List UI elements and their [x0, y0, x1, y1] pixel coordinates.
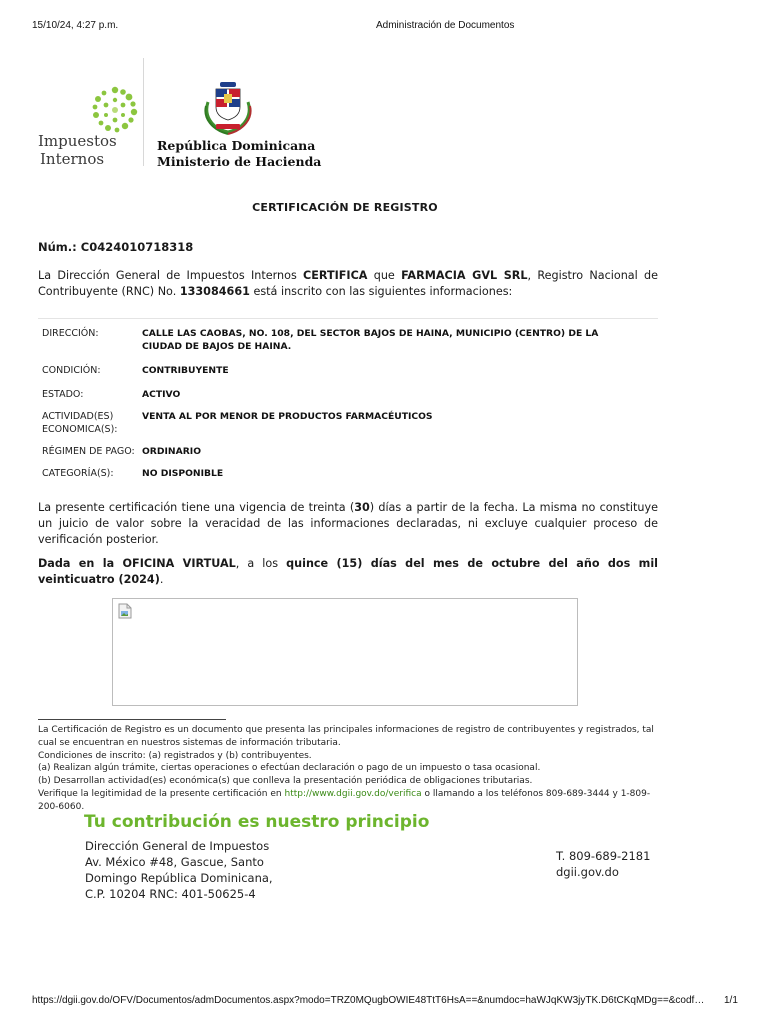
issued-text-1: Dada en la — [38, 557, 123, 570]
field-value: VENTA AL POR MENOR DE PRODUCTOS FARMACÉUTICOS — [142, 411, 433, 422]
field-label: ESTADO: — [42, 389, 84, 400]
intro-text-3: , Registro Nacional de Contribuyente (RNC) No. — [38, 269, 659, 298]
issued-text-2: , a los — [235, 557, 287, 570]
validity-text-1: La presente certificación tiene una vigencia de treinta ( — [38, 501, 355, 514]
republica-dominicana-wordmark — [157, 138, 321, 170]
field-value: NO DISPONIBLE — [142, 468, 224, 479]
broken-image-icon — [118, 603, 132, 619]
field-value: ORDINARIO — [142, 446, 202, 457]
validity-text-2: ) días a partir de la fecha. La misma no constituye un juicio de valor sobre la veracidad de las informaciones declaradas, ni excluye cualquier proceso de verificación posterior. — [38, 501, 658, 546]
rnc-number: 133084661 — [179, 285, 250, 298]
footnote-rule — [38, 719, 226, 720]
address-line: C.P. 10204 RNC: 401-50625-4 — [85, 887, 256, 901]
registration-details — [38, 318, 658, 489]
verify-text-2: o llamando a los teléfonos 809-689-3444 y 1-809-200-6060. — [38, 788, 651, 812]
address-line: Dirección General de Impuestos — [85, 839, 270, 853]
certificate-number — [38, 240, 193, 254]
image-placeholder — [112, 598, 578, 706]
issued-paragraph — [38, 556, 658, 588]
field-row-categoria — [42, 467, 632, 480]
impuestos-internos-logo — [38, 86, 138, 170]
ii-wordmark-line2: Internos — [40, 150, 105, 168]
certificate-number-value: C0424010718318 — [80, 240, 194, 254]
impuestos-internos-wordmark — [38, 132, 138, 168]
issued-date: quince (15) días del mes de octubre del año dos mil veinticuatro (2024) — [38, 557, 658, 586]
field-value: ACTIVO — [142, 389, 181, 400]
intro-text-2: que — [367, 269, 402, 282]
field-value: CALLE LAS CAOBAS, NO. 108, DEL SECTOR BAJOS DE HAINA, MUNICIPIO (CENTRO) DE LA CIUDAD DE BAJOS DE HAINA. — [142, 328, 599, 352]
validity-paragraph — [38, 500, 658, 548]
footnote-line: (b) Desarrollan actividad(es) económica(s) que conlleva la presentación periódica de obligaciones tributarias. — [38, 776, 533, 787]
ii-wordmark-line1: Impuestos — [38, 132, 117, 150]
intro-paragraph — [38, 268, 658, 300]
slogan: Tu contribución es nuestro principio — [84, 812, 430, 832]
address-line: Domingo República Dominicana, — [85, 871, 273, 885]
certificate-number-label: Núm.: — [38, 240, 77, 254]
field-value: CONTRIBUYENTE — [142, 365, 229, 376]
dgii-address — [85, 838, 273, 902]
intro-text-1: La Dirección General de Impuestos Internos — [38, 269, 304, 282]
coat-of-arms-icon — [202, 80, 254, 136]
address-line: Av. México #48, Gascue, Santo — [85, 855, 264, 869]
validity-days: 30 — [354, 501, 370, 514]
intro-text-4: está inscrito con las siguientes informaciones: — [249, 285, 513, 298]
field-label: DIRECCIÓN: — [42, 328, 99, 339]
footnote-line: (a) Realizan algún trámite, ciertas operaciones o efectúan declaración o pago de un impuesto o tasa ocasional. — [38, 763, 541, 774]
republica-dominicana-logo — [157, 80, 322, 170]
website: dgii.gov.do — [556, 865, 619, 879]
print-page-title: Administración de Documentos — [376, 20, 515, 31]
phone-number: T. 809-689-2181 — [556, 849, 651, 863]
impuestos-internos-sunburst-icon — [90, 86, 140, 134]
field-label: CONDICIÓN: — [42, 365, 101, 376]
issued-text-3: . — [159, 573, 164, 586]
field-row-direccion — [42, 327, 632, 353]
document-title: CERTIFICACIÓN DE REGISTRO — [252, 201, 438, 214]
logo-divider — [143, 58, 144, 166]
footnote-line: Condiciones de inscrito: (a) registrados y (b) contribuyentes. — [38, 750, 312, 761]
issued-office: OFICINA VIRTUAL — [122, 557, 236, 570]
verify-link[interactable]: http://www.dgii.gov.do/verifica — [284, 788, 422, 799]
footnote-verify — [38, 788, 668, 814]
company-name: FARMACIA GVL SRL — [401, 269, 528, 282]
print-page-number: 1/1 — [724, 995, 738, 1006]
rd-wordmark-line1: República Dominicana — [157, 138, 316, 153]
verify-text-1: Verifique la legitimidad de la presente certificación en — [38, 788, 285, 799]
dgii-contact — [556, 848, 650, 880]
field-label: ACTIVIDAD(ES) ECONOMICA(S): — [42, 411, 118, 435]
footnotes — [38, 724, 668, 814]
footnote-line: La Certificación de Registro es un documento que presenta las principales informaciones de registro de contribuyentes y registrados, tal cual se encuentran en nuestros sistemas de información tributaria. — [38, 725, 654, 748]
field-row-condicion — [42, 364, 632, 377]
field-row-estado — [42, 388, 632, 401]
rd-wordmark-line2: Ministerio de Hacienda — [157, 154, 322, 169]
field-row-actividad — [42, 410, 632, 436]
intro-certifica: CERTIFICA — [303, 269, 368, 282]
field-row-regimen — [42, 445, 632, 458]
field-label: CATEGORÍA(S): — [42, 468, 114, 479]
print-datetime: 15/10/24, 4:27 p.m. — [32, 20, 119, 31]
field-label: RÉGIMEN DE PAGO: — [42, 446, 135, 457]
print-url: https://dgii.gov.do/OFV/Documentos/admDocumentos.aspx?modo=TRZ0MQugbOWIE48TtT6HsA==&numdoc=haWJqKW3jyTK.D6tCKqMDg==&codf… — [32, 995, 705, 1006]
